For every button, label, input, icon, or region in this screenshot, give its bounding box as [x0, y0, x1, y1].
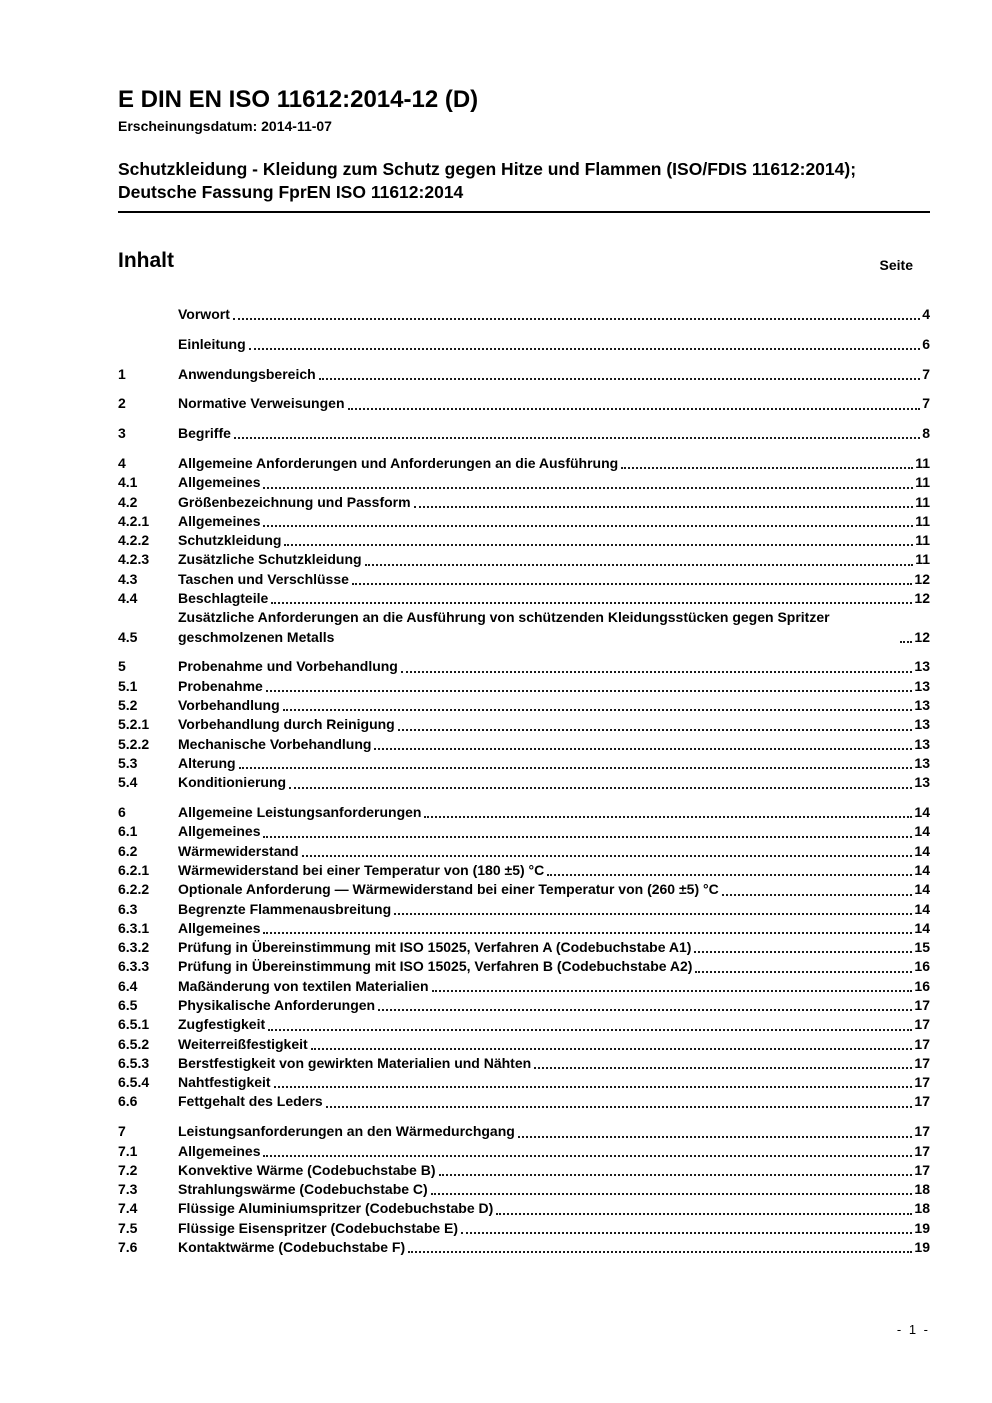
toc-entry-number: 6	[118, 804, 126, 821]
toc-leader-dots	[266, 690, 913, 692]
toc-entry-number: 5	[118, 658, 126, 675]
toc-entry-number: 6.3.3	[118, 958, 150, 975]
toc-entry-number: 1	[118, 365, 126, 382]
toc-entry-page: 17	[914, 997, 930, 1013]
toc-entry-number: 6.3.2	[118, 939, 150, 956]
toc-leader-dots	[348, 408, 921, 410]
toc-row	[118, 880, 930, 899]
toc-entry-number: 6.1	[118, 823, 138, 840]
toc-entry-page: 17	[914, 1054, 930, 1071]
toc-entry-title: Wärmewiderstand bei einer Temperatur von (180 ±5) °C	[178, 861, 545, 878]
toc-entry-number: 4.3	[118, 570, 138, 587]
toc-entry-title: Schutzkleidung	[178, 532, 282, 549]
toc-entry-number: 6.2.2	[118, 881, 150, 898]
toc-leader-dots	[302, 855, 913, 857]
toc-row	[118, 677, 930, 696]
toc-entry-page: 14	[914, 823, 930, 840]
toc-entry-page: 13	[914, 697, 930, 714]
toc-entry-page: 11	[915, 474, 930, 491]
toc-entry-number: 5.4	[118, 774, 138, 791]
toc-row	[118, 512, 930, 531]
toc-row	[118, 365, 930, 384]
toc-entry-title: Fettgehalt des Leders	[178, 1093, 323, 1110]
toc-row	[118, 900, 930, 919]
toc-row	[118, 1092, 930, 1111]
toc-leader-dots	[722, 894, 913, 896]
toc-entry-title: Allgemeines	[178, 823, 261, 840]
toc-leader-dots	[263, 525, 913, 527]
toc-entry-page: 7	[922, 365, 930, 382]
toc-leader-dots	[414, 506, 914, 508]
toc-leader-dots	[518, 1136, 913, 1138]
toc-entry-number: 6.4	[118, 977, 138, 994]
toc-entry-title: Weiterreißfestigkeit	[178, 1035, 308, 1052]
document-subtitle: Schutzkleidung - Kleidung zum Schutz gegen Hitze und Flammen (ISO/FDIS 11612:2014); Deutsche Fassung FprEN ISO 11612:2014	[118, 158, 930, 213]
toc-entry-title: Beschlagteile	[178, 590, 269, 607]
toc-entry-page: 13	[914, 716, 930, 733]
toc-entry-number: 6.2.1	[118, 861, 150, 878]
toc-entry-page: 14	[914, 919, 930, 936]
toc-entry-title: Mechanische Vorbehandlung	[178, 735, 372, 752]
toc-leader-dots	[398, 729, 913, 731]
toc-row	[118, 822, 930, 841]
toc-leader-dots	[233, 318, 920, 320]
toc-row	[118, 773, 930, 792]
toc-entry-title: Prüfung in Übereinstimmung mit ISO 15025, Verfahren B (Codebuchstabe A2)	[178, 958, 693, 975]
toc-entry-page: 19	[914, 1219, 930, 1236]
toc-leader-dots	[274, 1086, 913, 1088]
toc-row	[118, 608, 930, 647]
toc-entry-page: 4	[922, 306, 930, 322]
toc-entry-title: Vorbehandlung durch Reinigung	[178, 716, 395, 733]
toc-row	[118, 861, 930, 880]
toc-entry-title: Allgemeines	[178, 1142, 261, 1159]
toc-leader-dots	[283, 709, 913, 711]
toc-leader-dots	[374, 748, 912, 750]
toc-leader-dots	[319, 378, 921, 380]
toc-entry-number: 7.3	[118, 1181, 138, 1198]
toc-row	[118, 696, 930, 715]
toc-entry-page: 14	[914, 900, 930, 917]
toc-row	[118, 1073, 930, 1092]
toc-entry-page: 14	[914, 861, 930, 878]
toc-row	[118, 715, 930, 734]
toc-entry-title: Einleitung	[178, 335, 246, 352]
toc-leader-dots	[352, 583, 913, 585]
toc-entry-title: Wärmewiderstand	[178, 842, 299, 859]
toc-entry-title: Optionale Anforderung — Wärmewiderstand bei einer Temperatur von (260 ±5) °C	[178, 881, 719, 898]
toc-entry-title: Berstfestigkeit von gewirkten Materialien und Nähten	[178, 1054, 532, 1071]
toc-entry-title: Zusätzliche Anforderungen an die Ausführung von schützenden Kleidungsstücken gegen Spritzer geschmolzenen Metalls	[178, 609, 830, 645]
toc-entry-page: 13	[914, 754, 930, 771]
toc-entry-number: 7	[118, 1123, 126, 1140]
document-title: E DIN EN ISO 11612:2014-12 (D)	[118, 86, 479, 113]
toc-entry-number: 4.2.2	[118, 532, 150, 549]
toc-leader-dots	[263, 932, 912, 934]
toc-entry-number: 7.2	[118, 1161, 138, 1178]
toc-leader-dots	[249, 348, 921, 350]
toc-entry-page: 17	[914, 1074, 930, 1091]
toc-entry-number: 6.3.1	[118, 919, 150, 936]
toc-entry-title: Alterung	[178, 754, 236, 771]
toc-leader-dots	[263, 836, 912, 838]
toc-entry-title: Strahlungswärme (Codebuchstabe C)	[178, 1181, 428, 1198]
toc-entry-title: Konvektive Wärme (Codebuchstabe B)	[178, 1161, 436, 1178]
toc-row	[118, 1199, 930, 1218]
toc-entry-number: 6.5.4	[118, 1074, 150, 1091]
toc-leader-dots	[695, 971, 912, 973]
toc-entry-page: 11	[915, 551, 930, 568]
toc-entry-title: Prüfung in Übereinstimmung mit ISO 15025, Verfahren A (Codebuchstabe A1)	[178, 939, 692, 956]
toc-leader-dots	[547, 874, 912, 876]
toc-leader-dots	[394, 913, 912, 915]
toc-row	[118, 1122, 930, 1141]
toc-row	[118, 305, 930, 324]
toc-leader-dots	[263, 1155, 912, 1157]
toc-leader-dots	[284, 544, 913, 546]
toc-row	[118, 1219, 930, 1238]
toc-leader-dots	[694, 951, 912, 953]
toc-row	[118, 493, 930, 512]
toc-leader-dots	[432, 990, 913, 992]
toc-leader-dots	[431, 1193, 913, 1195]
toc-entry-title: Begrenzte Flammenausbreitung	[178, 900, 392, 917]
toc-entry-number: 5.2	[118, 697, 138, 714]
toc-entry-page: 18	[914, 1181, 930, 1198]
toc-entry-title: Leistungsanforderungen an den Wärmedurchgang	[178, 1123, 515, 1140]
toc-entry-page: 8	[922, 425, 930, 442]
toc-entry-number: 7.5	[118, 1219, 138, 1236]
toc-entry-page: 13	[914, 735, 930, 752]
toc-entry-number: 5.1	[118, 677, 138, 694]
toc-row	[118, 1054, 930, 1073]
toc-leader-dots	[461, 1232, 912, 1234]
toc-entry-page: 11	[915, 493, 930, 510]
toc-entry-number: 4.5	[118, 628, 138, 645]
toc-row	[118, 570, 930, 589]
toc-entry-number: 6.5.2	[118, 1035, 150, 1052]
toc-entry-page: 17	[914, 1016, 930, 1033]
toc-entry-title: Flüssige Aluminiumspritzer (Codebuchstabe D)	[178, 1200, 494, 1217]
toc-entry-page: 13	[914, 774, 930, 791]
toc-entry-number: 7.6	[118, 1239, 138, 1256]
toc-entry-page: 12	[914, 570, 930, 587]
toc-row	[118, 1161, 930, 1180]
toc-entry-title: Vorwort	[178, 306, 230, 322]
toc-entry-title: Physikalische Anforderungen	[178, 997, 376, 1013]
toc-entry-page: 11	[915, 512, 930, 529]
toc-entry-title: Taschen und Verschlüsse	[178, 570, 349, 587]
toc-entry-page: 11	[915, 454, 930, 471]
toc-entry-page: 17	[914, 1123, 930, 1140]
toc-entry-page: 13	[914, 677, 930, 694]
toc-entry-title: Begriffe	[178, 425, 231, 442]
toc-entry-title: Nahtfestigkeit	[178, 1074, 271, 1091]
toc-row	[118, 1035, 930, 1054]
toc-entry-page: 11	[915, 532, 930, 549]
toc-leader-dots	[365, 564, 914, 566]
toc-row	[118, 531, 930, 550]
page-number: - 1 -	[896, 1322, 930, 1337]
toc-leader-dots	[234, 437, 920, 439]
toc-row	[118, 424, 930, 443]
toc-entry-title: Normative Verweisungen	[178, 395, 345, 412]
toc-row	[118, 754, 930, 773]
toc-leader-dots	[289, 787, 912, 789]
toc-entry-title: Maßänderung von textilen Materialien	[178, 977, 429, 994]
toc-entry-title: Allgemeines	[178, 512, 261, 529]
toc-entry-page: 14	[914, 842, 930, 859]
toc-leader-dots	[378, 1009, 912, 1011]
toc-row	[118, 996, 930, 1015]
toc-entry-number: 5.3	[118, 754, 138, 771]
toc-entry-page: 7	[922, 395, 930, 412]
toc-entry-number: 4.2	[118, 493, 138, 510]
toc-row	[118, 589, 930, 608]
toc-row	[118, 1142, 930, 1161]
toc-entry-number: 6.5.3	[118, 1054, 150, 1071]
toc-entry-title: Anwendungsbereich	[178, 365, 316, 382]
toc-row	[118, 919, 930, 938]
toc-entry-page: 17	[914, 1142, 930, 1159]
toc-entry-number: 4	[118, 454, 126, 471]
toc-entry-page: 16	[914, 977, 930, 994]
toc-entry-number: 4.1	[118, 474, 138, 491]
toc-entry-title: Zusätzliche Schutzkleidung	[178, 551, 362, 568]
toc-leader-dots	[326, 1106, 913, 1108]
toc-entry-number: 6.5.1	[118, 1016, 150, 1033]
toc-entry-number: 5.2.2	[118, 735, 150, 752]
toc-entry-number: 6.3	[118, 900, 138, 917]
toc-leader-dots	[621, 467, 913, 469]
toc-row	[118, 938, 930, 957]
toc-leader-dots	[263, 487, 913, 489]
toc-entry-page: 15	[914, 939, 930, 956]
toc-page-column-label: Seite	[879, 257, 913, 273]
toc-entry-number: 6.5	[118, 997, 138, 1013]
toc-row	[118, 657, 930, 676]
toc-row	[118, 957, 930, 976]
toc-entry-title: Probenahme und Vorbehandlung	[178, 658, 398, 675]
toc-header	[118, 249, 930, 273]
toc-row	[118, 977, 930, 996]
toc-entry-page: 17	[914, 1093, 930, 1110]
toc-leader-dots	[268, 1029, 912, 1031]
toc-entry-title: Allgemeines	[178, 474, 261, 491]
toc-leader-dots	[900, 641, 912, 643]
toc-leader-dots	[424, 816, 912, 818]
toc-leader-dots	[311, 1048, 913, 1050]
toc-row	[118, 550, 930, 569]
toc-entry-page: 14	[914, 804, 930, 821]
toc-entry-number: 6.6	[118, 1093, 138, 1110]
toc-row	[118, 842, 930, 861]
toc-entry-title: Allgemeine Leistungsanforderungen	[178, 804, 422, 821]
toc-leader-dots	[496, 1213, 912, 1215]
release-date: Erscheinungsdatum: 2014-11-07	[118, 118, 332, 134]
toc-entry-title: Konditionierung	[178, 774, 287, 791]
toc-list	[118, 305, 930, 1257]
toc-entry-page: 17	[914, 1161, 930, 1178]
toc-entry-number: 4.2.3	[118, 551, 150, 568]
toc-entry-number: 3	[118, 425, 126, 442]
toc-entry-page: 19	[914, 1239, 930, 1256]
toc-entry-page: 13	[914, 658, 930, 675]
toc-entry-number: 6.2	[118, 842, 138, 859]
toc-entry-title: Vorbehandlung	[178, 697, 280, 714]
toc-entry-page: 16	[914, 958, 930, 975]
toc-entry-page: 14	[914, 881, 930, 898]
toc-entry-number: 7.4	[118, 1200, 138, 1217]
toc-entry-number: 2	[118, 395, 126, 412]
toc-entry-title: Größenbezeichnung und Passform	[178, 493, 411, 510]
toc-leader-dots	[239, 767, 913, 769]
toc-entry-number: 7.1	[118, 1142, 138, 1159]
toc-row	[118, 1180, 930, 1199]
toc-entry-number: 5.2.1	[118, 716, 150, 733]
toc-row	[118, 394, 930, 413]
toc-row	[118, 1238, 930, 1257]
toc-entry-number: 4.2.1	[118, 512, 150, 529]
toc-entry-title: Allgemeines	[178, 919, 261, 936]
toc-entry-number: 4.4	[118, 590, 138, 607]
toc-row	[118, 803, 930, 822]
toc-leader-dots	[401, 671, 913, 673]
toc-entry-page: 12	[914, 628, 930, 645]
toc-entry-page: 18	[914, 1200, 930, 1217]
toc-row	[118, 735, 930, 754]
toc-entry-title: Flüssige Eisenspritzer (Codebuchstabe E)	[178, 1219, 459, 1236]
toc-entry-title: Allgemeine Anforderungen und Anforderungen an die Ausführung	[178, 454, 619, 471]
toc-leader-dots	[534, 1067, 912, 1069]
toc-row	[118, 454, 930, 473]
toc-entry-title: Kontaktwärme (Codebuchstabe F)	[178, 1239, 406, 1256]
toc-entry-page: 6	[922, 335, 930, 352]
toc-entry-title: Zugfestigkeit	[178, 1016, 266, 1033]
toc-leader-dots	[271, 602, 912, 604]
toc-row	[118, 473, 930, 492]
toc-leader-dots	[408, 1251, 912, 1253]
toc-entry-page: 12	[914, 590, 930, 607]
toc-heading: Inhalt	[118, 249, 174, 272]
toc-row	[118, 335, 930, 354]
toc-entry-page: 17	[914, 1035, 930, 1052]
toc-row	[118, 1015, 930, 1034]
toc-leader-dots	[439, 1174, 913, 1176]
toc-entry-title: Probenahme	[178, 677, 263, 694]
